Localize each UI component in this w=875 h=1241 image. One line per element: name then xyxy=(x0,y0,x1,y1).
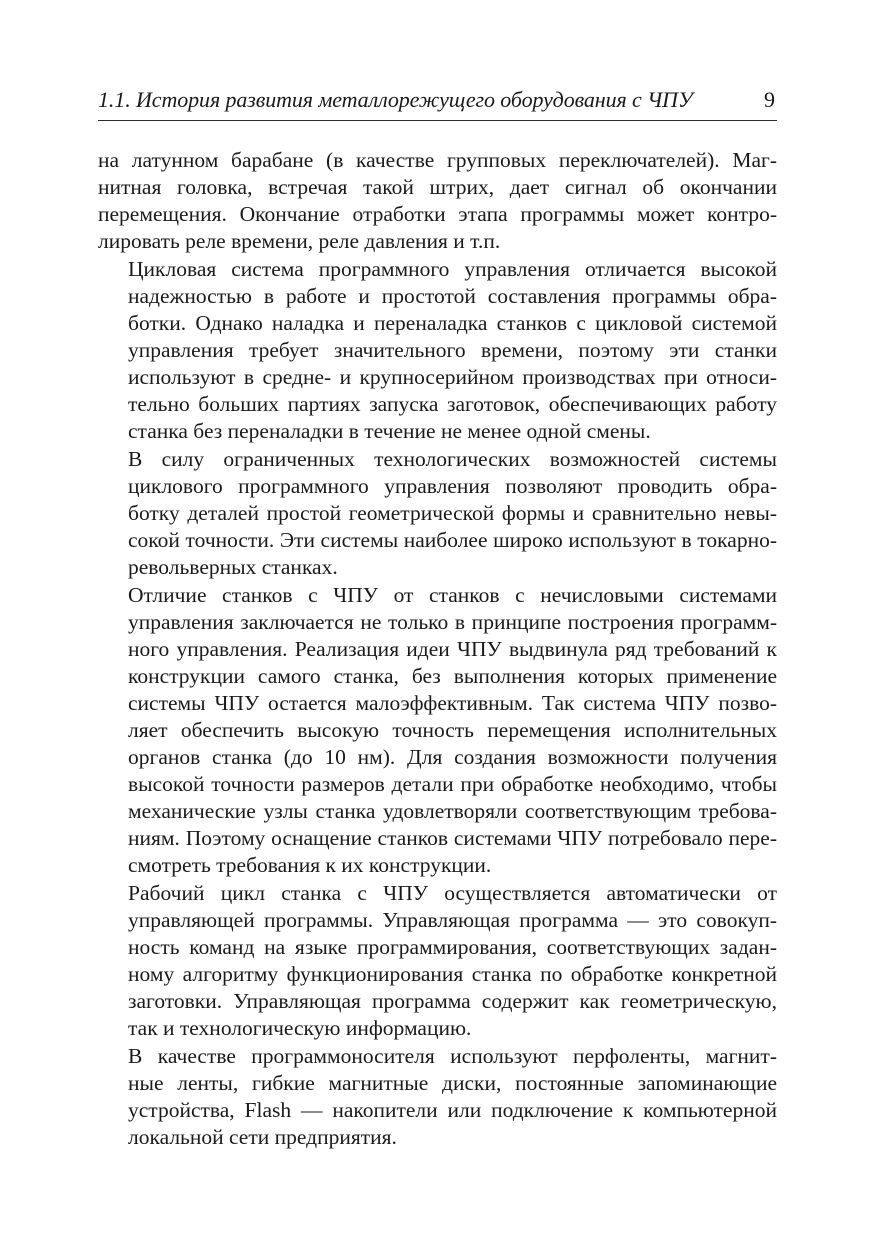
text-line: заготовки. Управляющая программа содержит как геометрическую, xyxy=(128,989,777,1013)
paragraph-work-cycle xyxy=(98,880,777,1042)
text-line: ботки. Однако наладка и переналадка станков с цикловой системой xyxy=(128,311,777,335)
text-line: механические узлы станка удовлетворяли соответствующим требова- xyxy=(128,799,777,823)
body-text xyxy=(98,147,777,1151)
paragraph-limited-capabilities xyxy=(98,446,777,581)
text-line: высокой точности размеров детали при обработке необходимо, чтобы xyxy=(128,772,777,796)
text-line: устройства, Flash — накопители или подключение к компьютерной xyxy=(128,1098,777,1122)
text-line: ботку деталей простой геометрической формы и сравнительно невы- xyxy=(128,501,777,525)
text-line: ного управления. Реализация идеи ЧПУ выдвинула ряд требований к xyxy=(128,637,777,661)
text-line: перемещения. Окончание отработки этапа программы может контро- xyxy=(98,202,777,226)
text-line: В силу ограниченных технологических возможностей системы xyxy=(128,447,777,471)
text-line: ному алгоритму функционирования станка по обработке конкретной xyxy=(128,962,777,986)
page-number: 9 xyxy=(764,87,775,112)
text-line: станка без переналадки в течение не менее одной смены. xyxy=(128,419,651,443)
text-line: надежностью в работе и простотой составления программы обра- xyxy=(128,284,777,308)
text-line: органов станка (до 10 нм). Для создания возможности получения xyxy=(128,745,777,769)
text-line: управления требует значительного времени, поэтому эти станки xyxy=(128,338,777,362)
text-line: Цикловая система программного управления отличается высокой xyxy=(128,257,777,281)
running-title: 1.1. История развития металлорежущего оборудования с ЧПУ xyxy=(98,87,693,112)
running-header xyxy=(98,86,777,121)
text-line: на латунном барабане (в качестве групповых переключателей). Маг- xyxy=(98,148,777,172)
paragraph-program-carrier xyxy=(98,1043,777,1151)
text-line: Рабочий цикл станка с ЧПУ осуществляется автоматически от xyxy=(128,881,777,905)
text-line: сокой точности. Эти системы наиболее широко используют в токарно- xyxy=(128,528,777,552)
text-line: используют в средне- и крупносерийном производствах при относи- xyxy=(128,365,777,389)
text-line: управляющей программы. Управляющая программа — это совокуп- xyxy=(128,908,777,932)
text-line: нитная головка, встречая такой штрих, дает сигнал об окончании xyxy=(98,175,777,199)
text-line: циклового программного управления позволяют проводить обра- xyxy=(128,474,777,498)
text-line: ляет обеспечить высокую точность перемещения исполнительных xyxy=(128,718,777,742)
text-line: так и технологическую информацию. xyxy=(128,1016,472,1040)
text-line: ность команд на языке программирования, соответствующих задан- xyxy=(128,935,777,959)
paragraph-continuation xyxy=(98,147,777,255)
text-line: В качестве программоносителя используют перфоленты, магнит- xyxy=(128,1044,777,1068)
text-line: управления заключается не только в принципе построения программ- xyxy=(128,610,777,634)
text-line: системы ЧПУ остается малоэффективным. Так система ЧПУ позво- xyxy=(128,691,777,715)
text-line: ниям. Поэтому оснащение станков системами ЧПУ потребовало пере- xyxy=(128,826,777,850)
paragraph-cnc-difference xyxy=(98,582,777,879)
text-line: конструкции самого станка, без выполнения которых применение xyxy=(128,664,777,688)
text-line: локальной сети предприятия. xyxy=(128,1125,397,1149)
text-line: тельно больших партиях запуска заготовок, обеспечивающих работу xyxy=(128,392,777,416)
text-line: Отличие станков с ЧПУ от станков с нечисловыми системами xyxy=(128,583,777,607)
text-line: ные ленты, гибкие магнитные диски, постоянные запоминающие xyxy=(128,1071,777,1095)
paragraph-cycle-system xyxy=(98,256,777,445)
text-line: смотреть требования к их конструкции. xyxy=(128,853,492,877)
text-line: револьверных станках. xyxy=(128,555,338,579)
text-line: лировать реле времени, реле давления и т.п. xyxy=(98,229,501,253)
